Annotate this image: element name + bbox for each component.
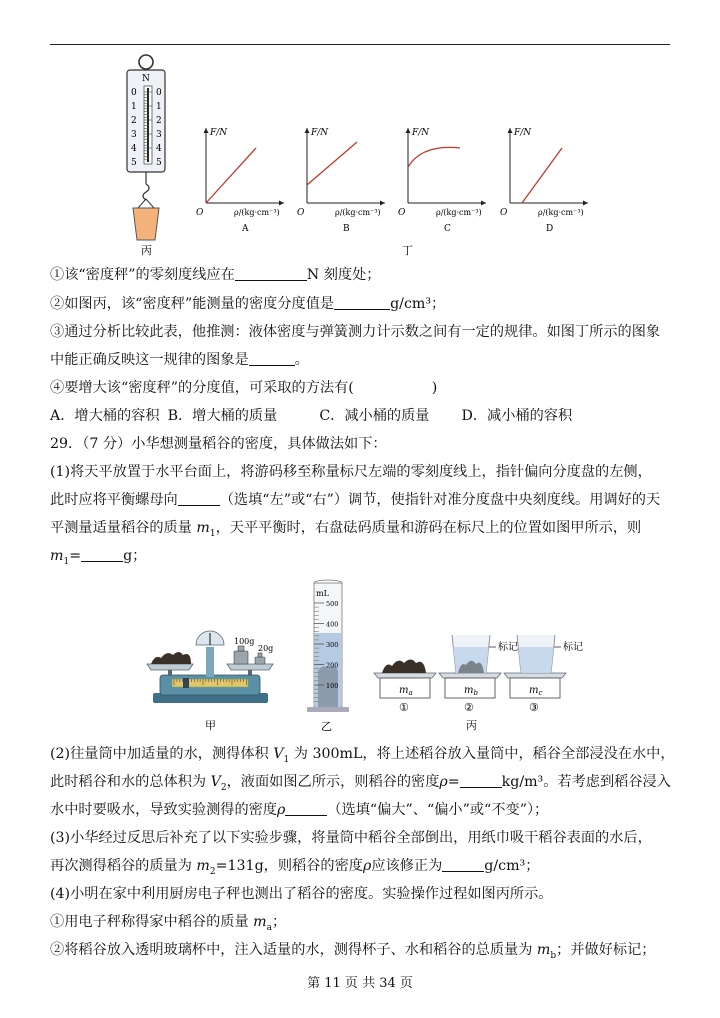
scale-number-right: 4	[156, 144, 162, 154]
q29-p3-line1: (3)小华经过反思后补充了以下实验步骤，将量筒中稻谷全部倒出，用纸巾吸干稻谷表面的水后，	[50, 830, 652, 846]
graph-d	[500, 128, 588, 234]
graph-letter: A	[242, 224, 249, 234]
blank-corrected-density[interactable]	[442, 857, 484, 872]
q29-p4-line3: ②将稻谷放入透明玻璃杯中，注入适量的水，测得杯子、水和稻谷的总质量为 $m_b$；并做好标记；	[50, 942, 656, 961]
scale-circle-number: ②	[464, 701, 474, 714]
scale-number-left: 0	[131, 88, 137, 98]
graph-y-label: F/N	[412, 128, 430, 138]
option-c[interactable]: C．减小桶的质量	[319, 408, 430, 424]
label-yi: 乙	[321, 720, 332, 733]
graph-origin: O	[500, 208, 508, 218]
graph-x-label: ρ/(kg·cm⁻³)	[234, 208, 280, 217]
graph-line	[522, 148, 562, 203]
cylinder-tick-label: 200	[326, 661, 339, 670]
cylinder-tick-label: 100	[326, 682, 339, 690]
top-figure	[0, 0, 720, 260]
q29-p1-line2: 此时应将平衡螺母向 （选填“左”或“右”）调节，使指针对准分度盘中央刻度线。用调好的天	[50, 492, 661, 508]
blank-graph-choice[interactable]	[249, 351, 295, 366]
graph-letter: B	[343, 224, 350, 234]
graph-y-label: F/N	[210, 128, 228, 138]
cylinder-tick-label: 400	[326, 620, 339, 629]
q28-line5: ④要增大该“密度秤”的分度值，可采取的方法有( )	[50, 380, 438, 396]
q29-p2-line2: 此时稻谷和水的总体积为 $V_2$，液面如图乙所示，则稻谷的密度ρ= kg/m³。若考虑到稻谷浸入	[50, 774, 671, 793]
cylinder-tick-label: 500	[326, 600, 339, 608]
blank-density[interactable]	[460, 773, 502, 788]
middle-figure	[0, 575, 720, 740]
graduated-cylinder	[307, 580, 349, 733]
label-ding: 丁	[402, 244, 413, 257]
graph-x-label: ρ/(kg·cm⁻³)	[538, 208, 584, 217]
scale-number-right: 5	[156, 158, 162, 168]
blank-bias[interactable]	[285, 801, 327, 816]
q29-p1-line4: $m_1= g$；	[50, 548, 147, 567]
scale-number-right: 1	[156, 102, 162, 112]
scale-number-left: 2	[131, 116, 137, 126]
blank-division[interactable]	[334, 295, 390, 310]
scale-unit: N	[142, 74, 150, 84]
graph-y-label: F/N	[514, 128, 532, 138]
option-b[interactable]: B．增大桶的质量	[167, 408, 278, 424]
scale-number-left: 3	[131, 130, 137, 140]
weight-100g: 100g	[234, 637, 255, 646]
spring-scale	[127, 55, 165, 257]
label-bing-top: 丙	[141, 244, 152, 257]
scale-circle-number: ①	[399, 701, 409, 714]
graph-letter: D	[546, 224, 554, 234]
scale-number-left: 1	[131, 102, 137, 112]
page-footer: 第 11 页 共 34 页	[307, 976, 413, 991]
balance	[147, 631, 273, 732]
mark-label: 标记	[498, 642, 518, 653]
graph-origin: O	[196, 208, 204, 218]
q28-line2: ②如图丙，该“密度秤”能测量的密度分度值是 g/cm³；	[50, 296, 446, 312]
q28-line3: ③通过分析比较此表，他推测：液体密度与弹簧测力计示数之间有一定的规律。如图丁所示的图象	[50, 324, 661, 340]
cylinder-tick-label: 300	[326, 641, 339, 649]
graph-origin: O	[297, 208, 305, 218]
scale-circle-number: ③	[529, 701, 539, 714]
graph-line	[307, 142, 357, 185]
q29-p1-line3: 平测量适量稻谷的质量 $m_1$，天平平衡时，右盘砝码质量和游码在标尺上的位置如图甲所示，则	[50, 520, 642, 539]
blank-zero-mark[interactable]	[235, 266, 307, 281]
blank-direction[interactable]	[178, 491, 220, 506]
scale-number-left: 5	[131, 158, 137, 168]
graph-b	[297, 128, 385, 234]
scale-number-right: 2	[156, 116, 162, 126]
q29-title: 29．（7 分）小华想测量稻谷的密度，具体做法如下：	[50, 436, 387, 452]
q28-line1: ①该“密度秤”的零刻度线应在 N 刻度处；	[50, 267, 381, 283]
label-jia: 甲	[205, 719, 216, 732]
graph-letter: C	[444, 224, 451, 234]
graph-y-label: F/N	[311, 128, 329, 138]
electronic-scales	[374, 635, 583, 714]
q29-p4-line1: (4)小明在家中利用厨房电子秤也测出了稻谷的密度。实验操作过程如图丙所示。	[50, 886, 553, 902]
svg-text:mc: $m_c$	[529, 685, 543, 697]
q28-options	[50, 406, 670, 426]
q29-p2-line3: 水中时要吸水，导致实验测得的密度ρ （选填“偏大”、“偏小”或“不变”）；	[50, 802, 549, 818]
q29-p4-line2: ①用电子秤称得家中稻谷的质量 $m_a$；	[50, 914, 287, 933]
graph-x-label: ρ/(kg·cm⁻³)	[436, 208, 482, 217]
q29-p3-line2: 再次测得稻谷的质量为 $m_2=131g$，则稻谷的密度ρ应该修正为 g/cm³；	[50, 858, 540, 877]
label-bing-mid: 丙	[466, 719, 477, 732]
graph-origin: O	[398, 208, 406, 218]
graph-a	[196, 128, 284, 234]
svg-text:mb: $m_b$	[464, 685, 478, 697]
q29-p1-line1: (1)将天平放置于水平台面上，将游码移至称量标尺左端的零刻度线上，指针偏向分度盘的左侧，	[50, 464, 652, 480]
e-scale-1	[374, 660, 436, 715]
scale-number-left: 4	[131, 144, 137, 154]
option-a[interactable]: A．增大桶的容积	[50, 408, 160, 424]
graph-c	[398, 128, 486, 234]
weight-20g: 20g	[258, 644, 274, 653]
cylinder-unit: mL	[316, 589, 329, 598]
graph-line	[206, 148, 256, 203]
q28-line4: 中能正确反映这一规律的图象是 。	[50, 352, 309, 368]
scale-number-right: 3	[156, 130, 162, 140]
graph-line	[408, 147, 460, 167]
q29-p2-line1: (2)往量筒中加适量的水，测得体积 $V_1$ 为 300mL，将上述稻谷放入量筒中，稻谷全部浸没在水中，	[50, 746, 675, 765]
option-d[interactable]: D．减小桶的容积	[461, 408, 573, 424]
svg-text:ma: $m_a$	[399, 685, 413, 697]
scale-number-right: 0	[156, 88, 162, 98]
graph-x-label: ρ/(kg·cm⁻³)	[335, 208, 381, 217]
blank-m1[interactable]	[81, 547, 123, 562]
mark-label: 标记	[563, 642, 583, 653]
